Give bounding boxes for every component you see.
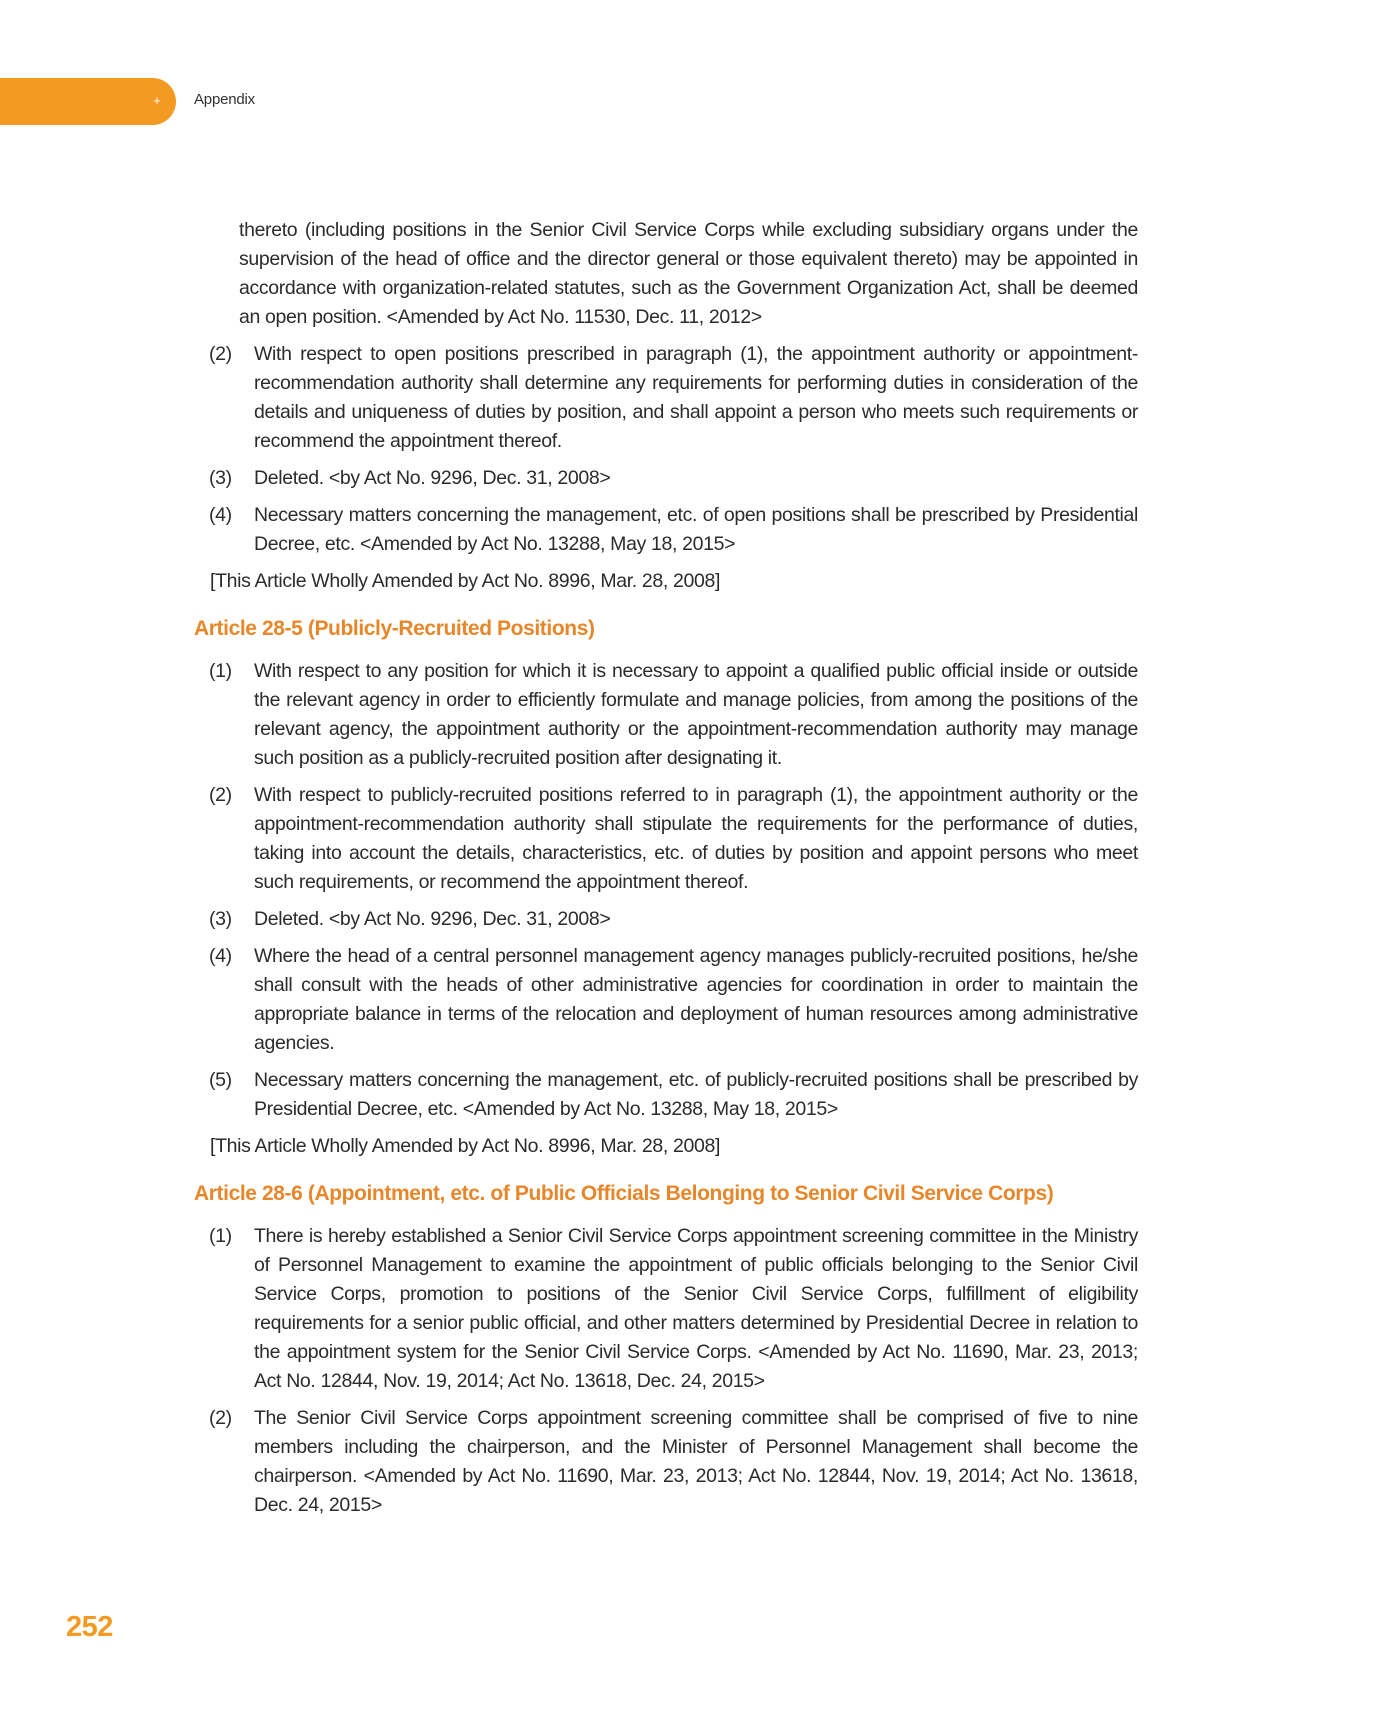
paragraph-number: (4) <box>209 945 232 967</box>
paragraph-text: Deleted. <by Act No. 9296, Dec. 31, 2008> <box>254 908 611 930</box>
article-paragraph-1 <box>209 1222 1138 1396</box>
article-paragraph-2 <box>209 1404 1138 1520</box>
open-position-paragraph-3 <box>209 464 1138 493</box>
paragraph-number: (2) <box>209 1407 232 1429</box>
page-number: 252 <box>66 1611 113 1643</box>
article-paragraph-3 <box>209 905 1138 934</box>
paragraph-text: Where the head of a central personnel management agency manages publicly-recruited positions, he/she shall consult with the heads of other administrative agencies for coordination in order to maintain the appropriate balance in terms of the relocation and deployment of human resources among administrative agencies. <box>254 945 1138 1054</box>
plus-icon: + <box>153 93 161 108</box>
article-paragraph-2 <box>209 781 1138 897</box>
open-position-paragraph-2 <box>209 340 1138 456</box>
paragraph-text: Necessary matters concerning the management, etc. of publicly-recruited positions shall be prescribed by Presidential Decree, etc. <Amended by Act No. 13288, May 18, 2015> <box>254 1069 1138 1120</box>
paragraph-number: (1) <box>209 660 232 682</box>
paragraph-number: (5) <box>209 1069 232 1091</box>
paragraph-text: Necessary matters concerning the management, etc. of open positions shall be prescribed by Presidential Decree, etc. <Amended by Act No. 13288, May 18, 2015> <box>254 504 1138 555</box>
article-paragraph-5 <box>209 1066 1138 1124</box>
continuation-paragraph: thereto (including positions in the Senior Civil Service Corps while excluding subsidiary organs under the supervision of the head of office and the director general or those equivalent thereto) may be appointed in accordance with organization-related statutes, such as the Government Organization Act, shall be deemed an open position. <Amended by Act No. 11530, Dec. 11, 2012> <box>239 219 1138 328</box>
article-heading: Article 28-5 (Publicly-Recruited Positions) <box>194 617 595 640</box>
paragraph-number: (4) <box>209 504 232 526</box>
paragraph-number: (3) <box>209 908 232 930</box>
paragraph-text: Deleted. <by Act No. 9296, Dec. 31, 2008> <box>254 467 611 489</box>
paragraph-text: With respect to open positions prescribed in paragraph (1), the appointment authority or appointment-recommendation authority shall determine any requirements for performing duties in consideration of the details and uniqueness of duties by position, and shall appoint a person who meets such requirements or recommend the appointment thereof. <box>254 343 1138 452</box>
open-position-paragraph-4 <box>209 501 1138 559</box>
article-paragraph-4 <box>209 942 1138 1058</box>
amendment-note: [This Article Wholly Amended by Act No. 8996, Mar. 28, 2008] <box>210 570 721 592</box>
amendment-note: [This Article Wholly Amended by Act No. 8996, Mar. 28, 2008] <box>210 1135 721 1157</box>
page-content <box>194 216 1138 1528</box>
section-label: Appendix <box>194 91 255 108</box>
article-heading: Article 28-6 (Appointment, etc. of Public Officials Belonging to Senior Civil Service Corps) <box>194 1182 1054 1205</box>
paragraph-number: (1) <box>209 1225 232 1247</box>
paragraph-number: (2) <box>209 784 232 806</box>
article-paragraph-1 <box>209 657 1138 773</box>
paragraph-text: With respect to publicly-recruited positions referred to in paragraph (1), the appointment authority or the appointment-recommendation authority shall stipulate the requirements for the performance of duties, taking into account the details, characteristics, etc. of duties by position and appoint persons who meet such requirements, or recommend the appointment thereof. <box>254 784 1138 893</box>
paragraph-number: (2) <box>209 343 232 365</box>
paragraph-text: The Senior Civil Service Corps appointment screening committee shall be comprised of five to nine members including the chairperson, and the Minister of Personnel Management shall become the chairperson. <Amended by Act No. 11690, Mar. 23, 2013; Act No. 12844, Nov. 19, 2014; Act No. 13618, Dec. 24, 2015> <box>254 1407 1138 1516</box>
paragraph-number: (3) <box>209 467 232 489</box>
paragraph-text: There is hereby established a Senior Civil Service Corps appointment screening committee in the Ministry of Personnel Management to examine the appointment of public officials belonging to the Senior Civil Service Corps, promotion to positions of the Senior Civil Service Corps, fulfillment of eligibility requirements for a senior public official, and other matters determined by Presidential Decree in relation to the appointment system for the Senior Civil Service Corps. <Amended by Act No. 11690, Mar. 23, 2013; Act No. 12844, Nov. 19, 2014; Act No. 13618, Dec. 24, 2015> <box>254 1225 1138 1392</box>
paragraph-text: With respect to any position for which it is necessary to appoint a qualified public official inside or outside the relevant agency in order to efficiently formulate and manage policies, from among the positions of the relevant agency, the appointment authority or the appointment-recommendation authority may manage such position as a publicly-recruited position after designating it. <box>254 660 1138 769</box>
